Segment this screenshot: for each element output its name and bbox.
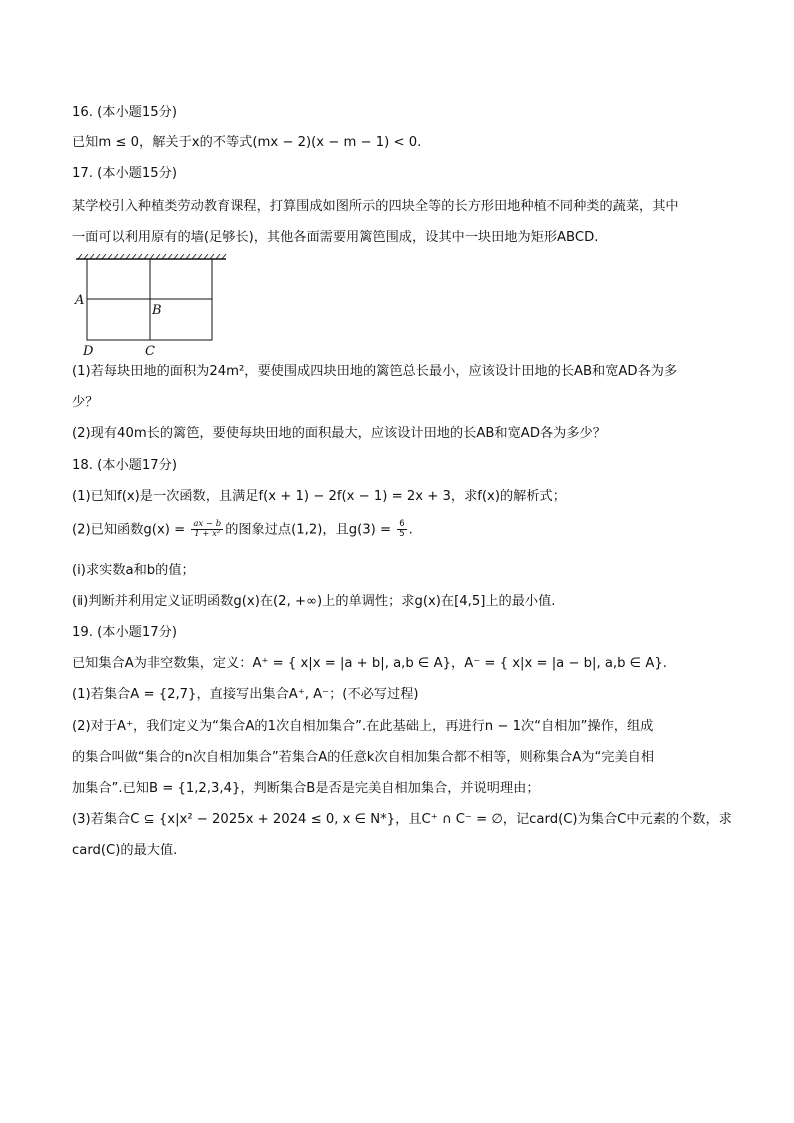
q19-part2-line-3: 加集合”.已知B = {1,2,3,4}，判断集合B是否是完美自相加集合，并说明理由； xyxy=(72,781,540,796)
q18-part2-suffix: . xyxy=(408,522,413,538)
q18-part1: (1)已知f(x)是一次函数，且满足f(x + 1) − 2f(x − 1) = 2x + 3，求f(x)的解析式； xyxy=(72,489,566,504)
q16-statement: 已知m ≤ 0，解关于x的不等式(mx − 2)(x − m − 1) < 0. xyxy=(72,135,422,150)
fence-grid xyxy=(87,259,212,340)
q17-intro-line-1: 某学校引入种植类劳动教育课程，打算围成如图所示的四块全等的长方形田地种植不同种类的蔬菜，其中 xyxy=(72,199,679,214)
q19-part2-line-2: 的集合叫做“集合的n次自相加集合”若集合A的任意k次自相加集合都不相等，则称集合A为“完美自相 xyxy=(72,750,655,765)
q18-sub-i: (i)求实数a和b的值； xyxy=(72,563,195,578)
q17-header: 17. (本小题15分) xyxy=(72,166,177,181)
point-label-b: B xyxy=(152,303,162,318)
q18-header: 18. (本小题17分) xyxy=(72,458,177,473)
point-label-c: C xyxy=(145,344,155,358)
q17-part1-line-2: 少？ xyxy=(72,395,99,410)
g-fraction-numerator: ax − b xyxy=(193,519,222,529)
q18-part2-mid: 的图象过点(1,2)，且g(3) = xyxy=(225,522,396,538)
q18-part2-prefix: (2)已知函数g(x) = xyxy=(72,522,190,538)
q19-part3-line-1: (3)若集合C ⊆ {x|x² − 2025x + 2024 ≤ 0, x ∈ N*}，且C⁺ ∩ C⁻ = ∅，记card(C)为集合C中元素的个数，求 xyxy=(72,812,732,827)
value-fraction-numerator: 6 xyxy=(399,519,405,529)
garden-plot-diagram xyxy=(72,254,232,358)
q17-intro-line-2: 一面可以利用原有的墙(足够长)，其他各面需要用篱笆围成，设其中一块田地为矩形ABCD. xyxy=(72,230,599,245)
q19-definition: 已知集合A为非空数集，定义：A⁺ = { x|x = |a + b|, a,b ∈ A}，A⁻ = { x|x = |a − b|, a,b ∈ A}. xyxy=(72,656,667,671)
value-fraction-denominator: 5 xyxy=(399,529,405,539)
q19-part2-line-1: (2)对于A⁺，我们定义为“集合A的1次自相加集合”.在此基础上，再进行n − 1次“自相加”操作，组成 xyxy=(72,719,654,734)
g-fraction xyxy=(191,520,223,539)
wall-hatching xyxy=(78,254,226,259)
point-label-a: A xyxy=(75,293,85,308)
value-fraction xyxy=(397,520,406,539)
q17-part1-line-1: (1)若每块田地的面积为24m²，要使围成四块田地的篱笆总长最小，应该设计田地的长AB和宽AD各为多 xyxy=(72,364,678,379)
g-fraction-denominator: 1 + x² xyxy=(194,529,221,539)
q16-header: 16. (本小题15分) xyxy=(72,105,177,120)
q19-header: 19. (本小题17分) xyxy=(72,625,177,640)
q18-part2 xyxy=(72,520,732,540)
point-label-d: D xyxy=(83,344,94,358)
q19-part1: (1)若集合A = {2,7}，直接写出集合A⁺, A⁻；(不必写过程) xyxy=(72,687,419,702)
q17-part2: (2)现有40m长的篱笆，要使每块田地的面积最大，应该设计田地的长AB和宽AD各为多少？ xyxy=(72,426,606,441)
q19-part3-line-2: card(C)的最大值. xyxy=(72,843,178,858)
q18-sub-ii: (ⅱ)判断并利用定义证明函数g(x)在(2, +∞)上的单调性；求g(x)在[4,5]上的最小值. xyxy=(72,594,556,609)
